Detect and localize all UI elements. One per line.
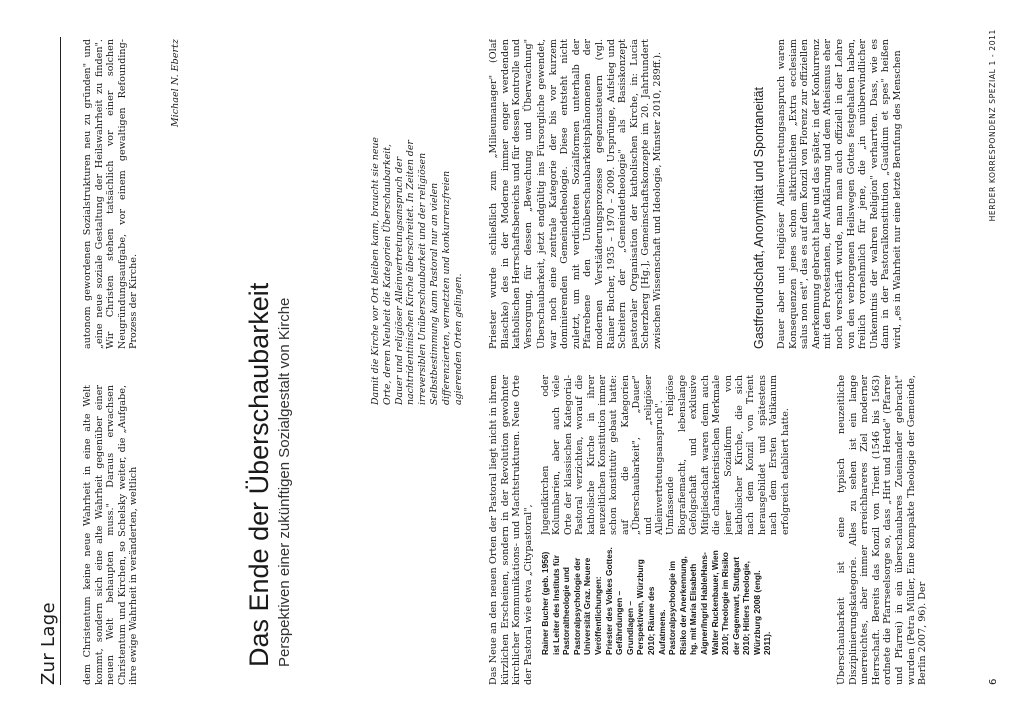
previous-article-column-1: dem Christentum keine neue Wahrheit in eine alte Welt kommt, sondern sich eine alte Wahrheit gegenüber einer neuen Welt behaupten muss." Daraus erwachsen Christentum und Kirchen, so Schelsky weiter, die „Aufgabe, ihre ewige Wahrheit in veränderten, weltlich [82, 385, 140, 685]
article-column-1-intro: Das Neue an den neuen Orten der Pastoral liegt nicht in ihrem kürzlichen Erscheinen, sondern in der Revolution gewohnter kirchlicher Kommunikations- und Machtstrukturen. Neue Orte der Pastoral wie etwa „Citypastoral", [488, 375, 534, 685]
article-subtitle: Perspektiven einer zukünftigen Sozialgestalt von Kirche [276, 297, 293, 667]
article-column-1-continued: Jugendkirchen oder Kolumbarien, aber auch viele Orte der klassischen Kategorial-Pastoral verzichten, worauf die katholische Kirche in ihrer neuzeitlichen Konstitution immer schon konstitutiv gebaut hatte: auf die Kategorien „Überschaubarkeit", „Dauer" und „religiöser Alleinvertretungsanspruch". Umfassende religiöse Biografiemacht, lebenslange Gefolgschaft und exklusive Mitgliedschaft waren denn auch die charakteristischen Merkmale jener Sozialform von katholischer Kirche, die sich nach dem Konzil von Trient herausgebildet und spätestens nach dem Ersten Vatikanum erfolgreich etabliert hatte. [540, 375, 791, 535]
article-column-2-middle: Überschaubarkeit, jetzt endgültig ins Fürsorgliche gewendet, war noch eine zentrale Kategorie der bis vor kurzem dominierenden Gemeindetheologie. Diese entsteht nicht zuletzt, um mit verdichteten Sozialformen unterhalb der Pfarrebene den Unüberschaubarkeitsphänomenen der modernen Verstädterungsprozesse gegenzusteuern (vgl. Rainer Bucher, 1935 – 1970 – 2009. Ursprünge, Aufstieg und Scheitern der „Gemeindetheologie" als Basiskonzept pastoraler Organisation der katholischen Kirche, in: Lucia Scherzberg [Hg.], Gemeinschaftskonzepte im 20. Jahrhundert zwischen Wissenschaft und Ideologie, Münster 2010, 289ff.). [536, 39, 663, 349]
previous-article-column-2: autonom gewordenen Sozialstrukturen neu zu gründen" und „eine neue soziale Gestaltung der Heilswahrheit zu finden". Wir Christen stehen tatsächlich vor einer solchen Neugründungsaufgabe, vor einem gewaltigen Refounding-Prozess der Kirche. [82, 39, 140, 349]
article-column-2-top: Priester wurde schließlich zum „Milieumanager" (Olaf Blaschke) des in der Moderne immer enger werdenden katholischen Herrschaftsbereichs und für dessen Kontrolle und Versorgung, für dessen „Bewachung und Überwachung" [488, 39, 534, 349]
article-column-2-bottom: Dauer aber und religiöser Alleinvertretungsanspruch waren Konsequenzen jenes schon altkirchlichen „Extra ecclesiam salus non est", das es auf dem Konzil von Florenz zur offiziellen Anerkennung gebracht hatte und das später, in der Konkurrenz mit den Protestanten, der Aufklärung und dem Atheismus eher noch verschärft wurde, man man auch offiziell in der Lehre von den verborgenen Heilswegen Gottes festgehalten haben, freilich vornehmlich für jene, die „in unüberwindlicher Unkenntnis der wahren Religion" verharrten. Dass, wie es dann in der Pastoralkonstitution „Gaudium et spes" heißen wird, „es in Wahrheit nur eine letzte Berufung des Menschen [776, 39, 903, 349]
page-number: 6 [988, 678, 999, 685]
section-header: Zur Lage [38, 602, 59, 685]
header-rule [60, 37, 61, 685]
journal-footer: HERDER KORRESPONDENZ SPEZIAL 1 - 2011 [988, 29, 997, 222]
article-lead: Damit die Kirche vor Ort bleiben kann, braucht sie neue Orte, deren Neuheit die Kategorien Überschaubarkeit, Dauer und religiöser Alleinvertretungsanspruch der nachtridentinischen Kirche überschreitet. In Zeiten der irreversiblen Unüberschaubarkeit und der religiösen Selbstbestimmung kann Pastoral nur an vielen differenzierten, vernetzten und konkurrenzfreien agierenden Orten gelingen. [370, 137, 464, 405]
article-column-1-bottom: Überschaubarkeit ist eine typisch neuzeitliche Disziplinierungskategorie. Alles zu sehen ist ein lange unerreichtes, aber immer erreichbareres Ziel moderner Herrschaft. Bereits das Konzil von Trient (1546 bis 1563) ordnete die Pfarrseelsorge so, dass „Hirt und Herde" (Pfarrer und Pfarrei) in ein überschaubares Zueinander gebracht" wurden (Petra Müller, Eine kompakte Theologie der Gemeinde, Berlin 2007, 96). Der [836, 375, 929, 685]
section-heading: Gastfreundschaft, Anonymität und Spontaneität [752, 87, 766, 349]
article-title: Das Ende der Überschaubarkeit [244, 282, 274, 667]
previous-article-signature: Michael N. Ebertz [170, 39, 181, 128]
author-bio: Rainer Bucher (geb. 1956) ist Leiter des Instituts für Pastoraltheologie und Pastoralpsychologie der Universität Graz. Neuere Veröffentlichungen: Priester des Volkes Gottes. Gefährdungen – Grundlagen – Perspektiven, Würzburg 2010; Räume des Aufatmens. Pastoralpsychologie im Risiko der Anerkennung, hg. mit Maria Elisabeth Aigner/Ingrid Hable/Hans-Walter Ruckenbauer, Wien 2010; Theologie im Risiko der Gegenwart, Stuttgart 2010; Hitlers Theologie, Würzburg 2008 (engl. 2011). [540, 547, 773, 655]
